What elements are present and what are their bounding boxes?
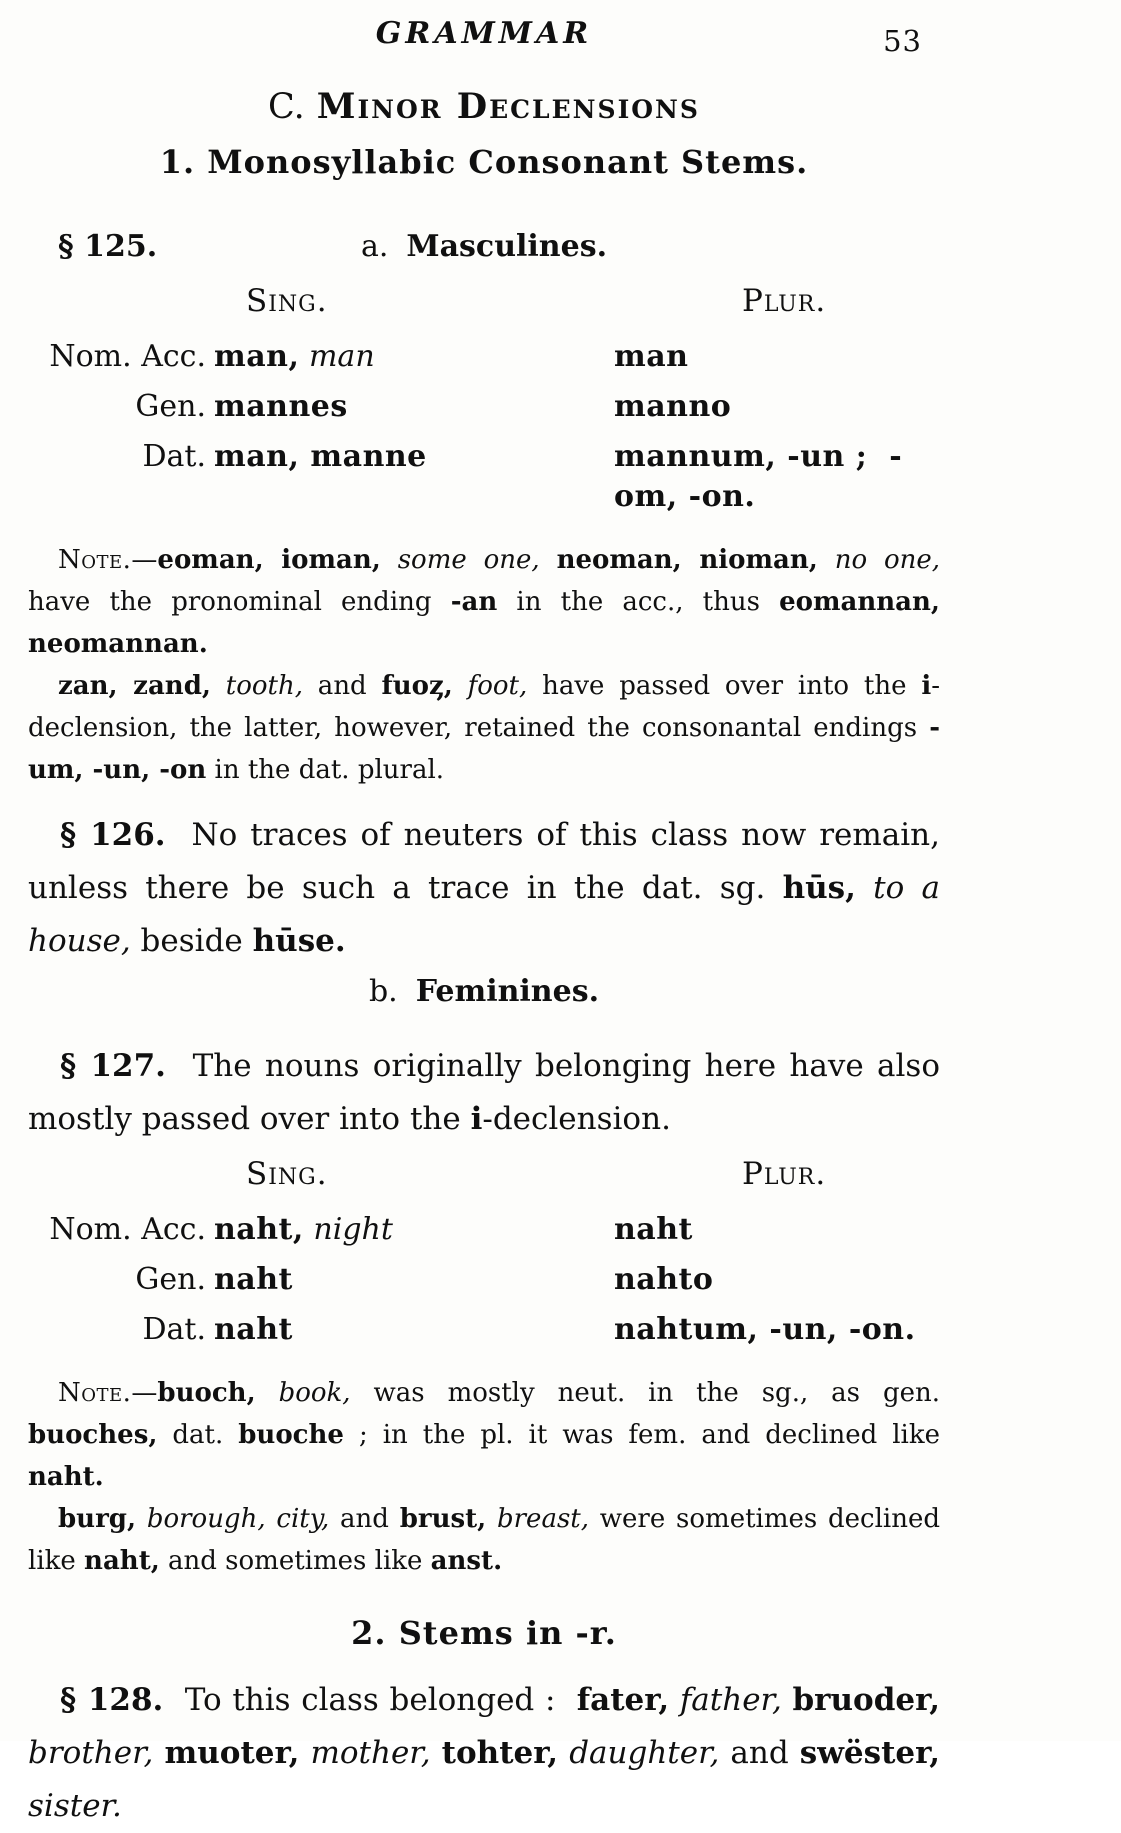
text-run: To this class belonged : xyxy=(163,1682,577,1718)
note-after-masculines xyxy=(28,539,940,791)
text-run: -an xyxy=(450,587,498,617)
text-run xyxy=(558,1735,569,1771)
text-run: § 126. xyxy=(60,817,166,853)
text-run: fater, xyxy=(576,1682,670,1718)
table-column-headers xyxy=(28,1156,940,1200)
text-run: Note. xyxy=(58,1378,132,1408)
text-run: man, xyxy=(214,339,300,374)
plural-column-header: Plur. xyxy=(742,1156,827,1192)
masculines-heading-title: Masculines. xyxy=(406,229,608,264)
text-run xyxy=(856,870,873,906)
text-run: bruoder, xyxy=(792,1682,940,1718)
text-run: mannum, -un ; -om, -on. xyxy=(614,439,903,514)
text-run: and sometimes like xyxy=(159,1546,431,1576)
table-row xyxy=(28,1310,940,1350)
table-row xyxy=(28,437,940,517)
text-run: fuoȥ, xyxy=(381,671,453,701)
singular-cell xyxy=(206,387,614,427)
text-run xyxy=(782,1682,793,1718)
text-run: were sometimes declined like xyxy=(28,1504,941,1576)
s125-paragraph-number: § 125. xyxy=(58,229,158,264)
text-run: naht, xyxy=(214,1212,304,1247)
text-run: anst. xyxy=(430,1546,503,1576)
text-run xyxy=(304,1212,314,1247)
section-c-label: C. xyxy=(268,87,305,127)
text-run: was mostly neut. in the sg., as gen. xyxy=(350,1378,940,1408)
text-run: mannes xyxy=(214,389,348,424)
paragraph-126 xyxy=(28,809,940,968)
plural-cell xyxy=(614,1310,940,1350)
case-label: Gen. xyxy=(135,389,206,424)
note-paragraph xyxy=(28,539,940,665)
text-run: mother, xyxy=(310,1735,431,1771)
text-run xyxy=(299,339,309,374)
text-run: -declension, the latter, however, retained the consonantal endings xyxy=(28,671,940,743)
text-run: in the dat. plural. xyxy=(206,755,445,785)
text-run: hūs, xyxy=(782,870,856,906)
singular-cell xyxy=(206,437,614,517)
table-row xyxy=(28,1210,940,1250)
text-run: ; in the pl. it was fem. and declined like xyxy=(343,1420,940,1450)
text-run: § 127. xyxy=(60,1048,166,1084)
feminines-heading-title: Feminines. xyxy=(415,974,600,1009)
text-run: eoman, ioman, xyxy=(157,545,381,575)
singular-column-header: Sing. xyxy=(246,283,328,319)
s125-heading-row xyxy=(28,229,940,273)
table-row xyxy=(28,1260,940,1300)
text-run: in the acc., thus xyxy=(497,587,780,617)
text-run: -declension. xyxy=(482,1101,671,1137)
text-run: book, xyxy=(278,1378,351,1408)
text-run xyxy=(381,545,398,575)
text-run: and xyxy=(302,671,382,701)
text-run: daughter, xyxy=(569,1735,720,1771)
text-run xyxy=(256,1378,279,1408)
text-run: brust, xyxy=(399,1504,487,1534)
text-run: — xyxy=(131,545,158,575)
text-run: sister. xyxy=(28,1788,122,1824)
text-run: naht xyxy=(214,1262,293,1297)
running-title: GRAMMAR xyxy=(375,16,593,51)
text-block xyxy=(28,16,940,1833)
case-label: Gen. xyxy=(135,1262,206,1297)
text-run: No traces of neuters of this class now remain, unless there be such a trace in the dat. sg. xyxy=(28,817,940,906)
note-paragraph xyxy=(28,665,940,791)
case-label: Nom. Acc. xyxy=(49,339,206,374)
subsection-2-heading: 2. Stems in -r. xyxy=(351,1614,617,1652)
case-label: Dat. xyxy=(142,1312,206,1347)
page-number: 53 xyxy=(883,24,922,58)
singular-cell xyxy=(206,1310,614,1350)
text-run: night xyxy=(313,1212,393,1247)
text-run: buoch, xyxy=(157,1378,256,1408)
text-run: i xyxy=(921,671,932,701)
text-run: hūse. xyxy=(252,923,346,959)
masculines-heading xyxy=(28,229,940,264)
table-column-headers xyxy=(28,283,940,327)
feminines-heading-row xyxy=(28,974,940,1016)
text-run: burg, xyxy=(58,1504,137,1534)
text-run xyxy=(486,1504,497,1534)
feminines-heading xyxy=(28,974,940,1009)
masculine-declension-table xyxy=(28,283,940,517)
text-run: some one, xyxy=(397,545,540,575)
text-run: § 128. xyxy=(60,1682,164,1718)
text-run xyxy=(153,1735,164,1771)
text-run: borough, city, xyxy=(146,1504,330,1534)
text-run xyxy=(136,1504,147,1534)
text-run: man xyxy=(614,339,689,374)
section-c-title: Minor Declensions xyxy=(316,86,700,127)
text-run: tohter, xyxy=(441,1735,559,1771)
text-run: man, manne xyxy=(214,439,427,474)
subsection-1-heading: 1. Monosyllabic Consonant Stems. xyxy=(159,143,809,181)
singular-cell xyxy=(206,1260,614,1300)
text-run: manno xyxy=(614,389,732,424)
text-run: zan, zand, xyxy=(58,671,211,701)
text-run: tooth, xyxy=(225,671,303,701)
text-run: muoter, xyxy=(164,1735,300,1771)
text-run: Note. xyxy=(58,545,132,575)
plural-cell xyxy=(614,1210,940,1250)
paragraph-128 xyxy=(28,1674,940,1833)
text-run xyxy=(540,545,557,575)
singular-cell xyxy=(206,337,614,377)
text-run xyxy=(453,671,468,701)
text-run: breast, xyxy=(496,1504,589,1534)
text-run xyxy=(818,545,835,575)
text-run: naht, xyxy=(84,1546,160,1576)
text-run: nahto xyxy=(614,1262,714,1297)
text-run: i xyxy=(470,1101,483,1137)
text-run: father, xyxy=(679,1682,782,1718)
text-run: buoches, xyxy=(28,1420,158,1450)
text-run: buoche xyxy=(238,1420,344,1450)
text-run xyxy=(211,671,226,701)
text-run: -um, -un, -on xyxy=(28,713,940,785)
text-run: have the pronominal ending xyxy=(28,587,451,617)
text-run: man xyxy=(308,339,375,374)
text-run: swëster, xyxy=(799,1735,941,1771)
masculines-heading-letter: a. xyxy=(360,229,389,264)
table-row xyxy=(28,337,940,377)
text-run: foot, xyxy=(467,671,528,701)
text-run xyxy=(669,1682,680,1718)
singular-cell xyxy=(206,1210,614,1250)
page-header xyxy=(28,16,940,60)
text-run: neoman, nioman, xyxy=(556,545,818,575)
text-run: — xyxy=(131,1378,158,1408)
singular-column-header: Sing. xyxy=(246,1156,328,1192)
feminine-declension-table xyxy=(28,1156,940,1350)
section-c-heading xyxy=(28,86,940,127)
plural-column-header: Plur. xyxy=(742,283,827,319)
table-row xyxy=(28,387,940,427)
feminines-heading-letter: b. xyxy=(368,974,398,1009)
text-run: to a house, xyxy=(28,870,940,959)
text-run: The nouns originally belonging here have also mostly passed over into the xyxy=(28,1048,940,1137)
text-run: and xyxy=(329,1504,400,1534)
text-run xyxy=(431,1735,442,1771)
text-run: brother, xyxy=(28,1735,154,1771)
text-run: and xyxy=(719,1735,800,1771)
text-run: dat. xyxy=(157,1420,239,1450)
plural-cell xyxy=(614,437,940,517)
paragraph-127 xyxy=(28,1040,940,1146)
plural-cell xyxy=(614,337,940,377)
text-run: beside xyxy=(130,923,253,959)
plural-cell xyxy=(614,1260,940,1300)
text-run xyxy=(299,1735,310,1771)
text-run: have passed over into the xyxy=(527,671,922,701)
note-paragraph xyxy=(28,1372,940,1498)
text-run: no one, xyxy=(834,545,941,575)
text-run: eomannan, neomannan. xyxy=(28,587,940,659)
text-run: naht xyxy=(214,1312,293,1347)
plural-cell xyxy=(614,387,940,427)
text-run: nahtum, -un, -on. xyxy=(614,1312,916,1347)
case-label: Nom. Acc. xyxy=(49,1212,206,1247)
note-paragraph xyxy=(28,1498,940,1582)
text-run: naht xyxy=(614,1212,693,1247)
note-after-feminines xyxy=(28,1372,940,1582)
text-run: naht. xyxy=(28,1462,104,1492)
case-label: Dat. xyxy=(142,439,206,474)
